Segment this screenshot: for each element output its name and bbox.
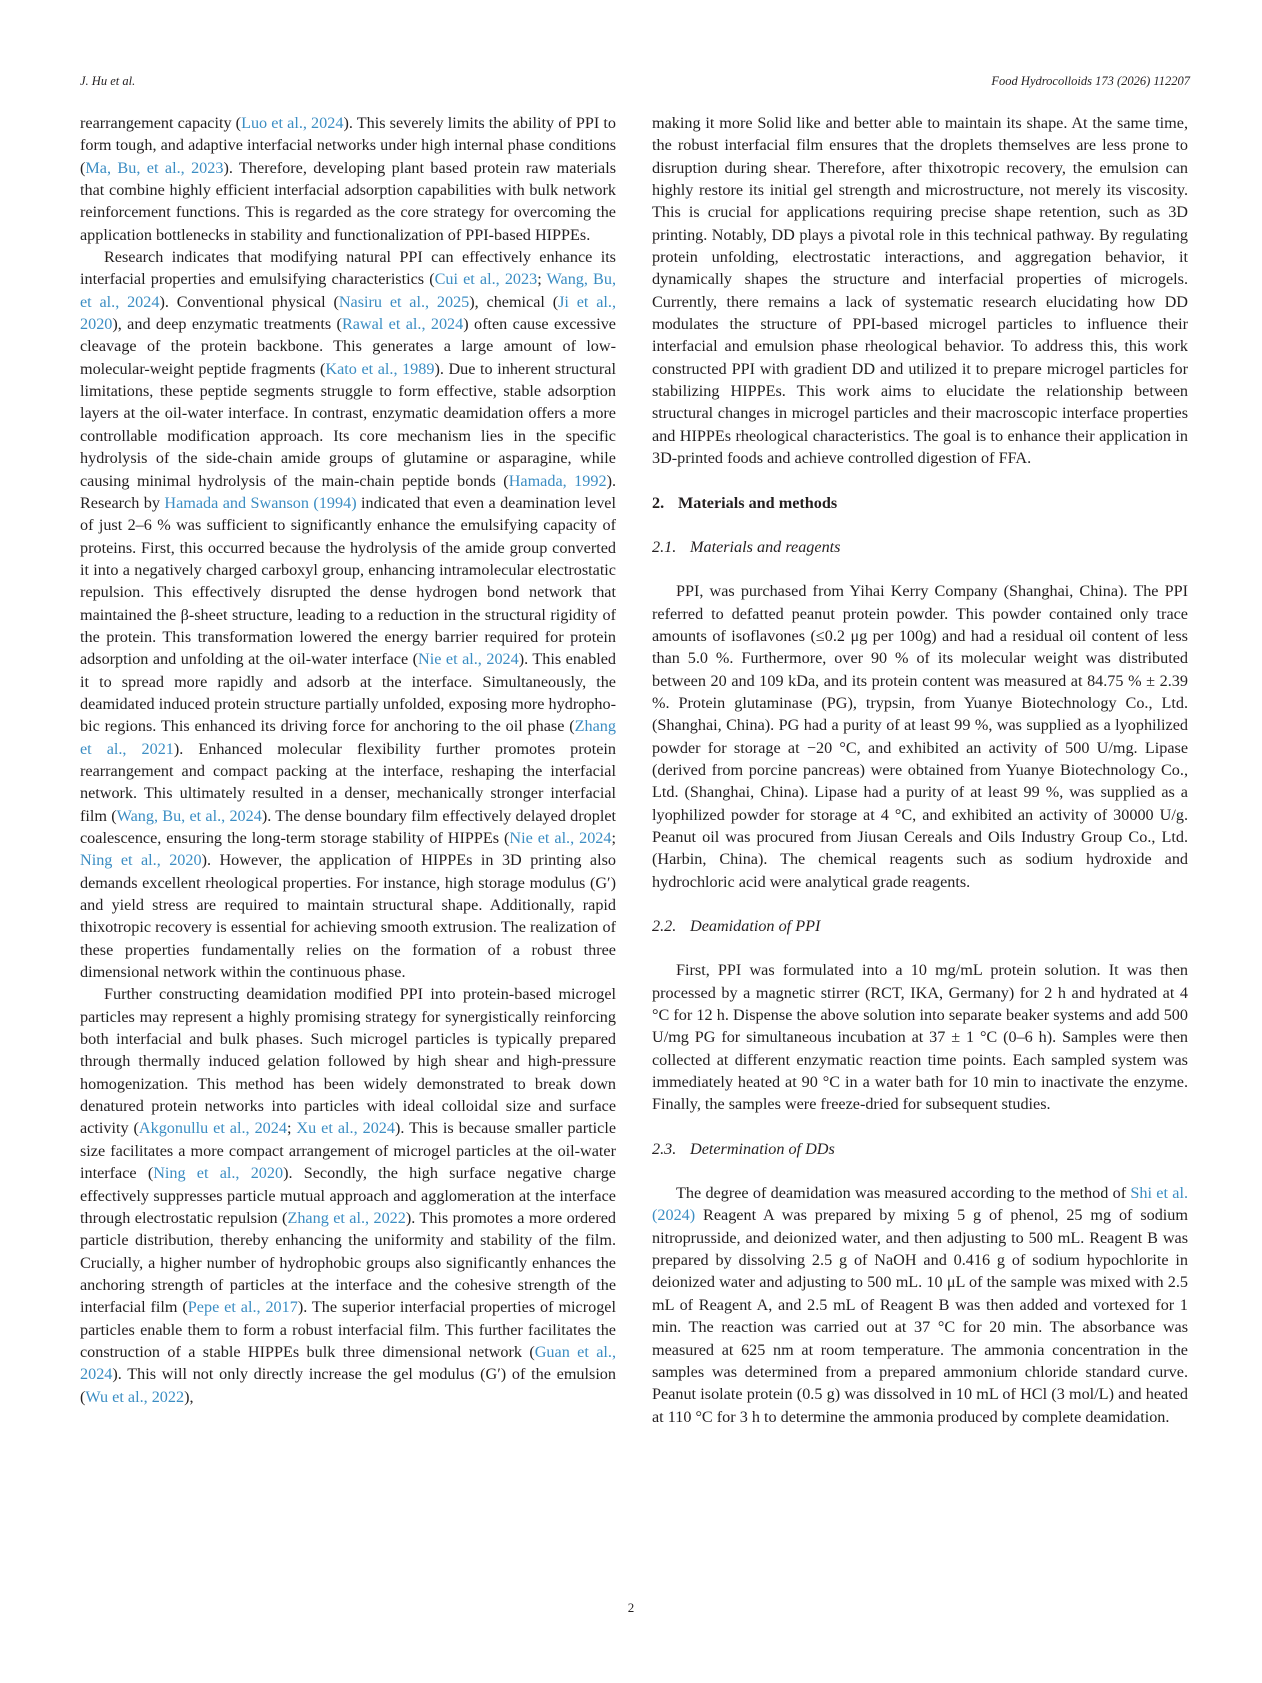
page-number: 2 (627, 1600, 635, 1615)
citation-link[interactable]: Wang, Bu, et al., 2024 (80, 270, 616, 311)
citation-link[interactable]: Luo et al., 2024 (241, 114, 344, 132)
citation-link[interactable]: Pepe et al., 2017 (187, 1298, 298, 1317)
citation-link[interactable]: Ji et al., 2020 (80, 292, 616, 334)
citation-link[interactable]: Ma, Bu, et al., 2023 (85, 158, 224, 177)
citation-link[interactable]: Nie et al., 2024 (509, 829, 612, 847)
citation-link[interactable]: Nasiru et al., 2025 (338, 292, 470, 311)
subsection-title: Deamidation of PPI (690, 917, 821, 935)
citation-link[interactable]: Rawal et al., 2024 (341, 315, 464, 334)
citation-link[interactable]: Wang, Bu, et al., 2024 (116, 806, 262, 825)
running-head-authors: J. Hu et al. (80, 74, 136, 88)
citation-link[interactable]: Hamada and Swanson (1994) (164, 493, 357, 512)
section-heading (652, 492, 1188, 514)
paragraph: rearrangement capacity (Luo et al., 2024). This severely limits the ability of PPI to form tough, and adaptive interfacial networks under high internal phase conditions (Ma, Bu, et al., 2023). Therefore, developing plant based protein raw materials that combine highly efficient interfacial adsorption capabilities with bulk network reinforcement functions. This is regarded as the core strategy for overcoming the application bottlenecks in stability and functionalization of PPI-based HIPPEs. (80, 114, 616, 244)
citation-link[interactable]: Wu et al., 2022 (85, 1387, 185, 1406)
right-column (652, 112, 1188, 1428)
paragraph: PPI, was purchased from Yihai Kerry Company (Shanghai, China). The PPI referred to defatted peanut protein powder. This powder contained only trace amounts of isoflavones (≤0.2 μg per 100g) and had a residual oil content of less than 5.0 %. Furthermore, over 90 % of its molecular weight was distributed between 20 and 109 kDa, and its protein content was measured at 84.75 % ± 2.39 %. Protein glutaminase (PG), trypsin, from Yuanye Biotechnology Co., Ltd. (Shanghai, China). PG had a purity of at least 99 %, was supplied as a lyophilized powder for storage at −20 °C, and exhibited an activity of 500 U/mg. Lipase (derived from porcine pancreas) were obtained from Yuanye Biotechnology Co., Ltd. (Shanghai, China). Lipase had a purity of at least 99 %, was supplied as a lyophilized powder for storage at 4 °C, and exhibited an activity of 30000 U/g. Peanut oil was procured from Jiusan Cereals and Oils Industry Group Co., Ltd. (Harbin, China). The chemical reagents such as sodium hydroxide and hydrochloric acid were analytical grade reagents. (652, 582, 1188, 891)
citation-link[interactable]: Nie et al., 2024 (418, 650, 519, 669)
subsection-number: 2.3. (652, 1139, 677, 1158)
subsection-title: Determination of DDs (690, 1139, 835, 1158)
subsection-heading (652, 536, 1188, 558)
paragraph: Further constructing deamidation modified PPI into protein-based microgel particles may represent a highly promising strategy for synergistically reinforcing both interfacial and bulk phases. Such microgel particles is typically prepared through thermally induced gelation followed by high shear and high-pressure homogenization. This method has been widely demonstrated to break down denatured protein networks into particles with ideal colloidal size and surface activity (Akgonullu et al., 2024; Xu et al., 2024). This is because smaller particle size facilitates a more compact arrangement of microgel particles at the oil-water interface (Ning et al., 2020). Secondly, the high surface negative charge effectively suppresses particle mutual approach and agglomeration at the interface through electrostatic repulsion (Zhang et al., 2022). This promotes a more ordered particle distribution, thereby enhancing the uniformity and stability of the film. Crucially, a higher number of hydrophobic groups also significantly enhances the anchoring strength of particles at the interface and the cohesive strength of the interfacial film (Pepe et al., 2017). The superior interfacial properties of microgel particles enable them to form a robust interfacial film. This further facilitates the construction of a stable HIPPEs bulk three dimensional network (Guan et al., 2024). This will not only directly increase the gel modulus (G′) of the emulsion (Wu et al., 2022), (80, 985, 617, 1406)
running-head-journal: Food Hydrocolloids 173 (2026) 112207 (991, 74, 1190, 88)
paragraph: The degree of deamidation was measured according to the method of Shi et al. (2024) Reagent A was prepared by mixing 5 g of phenol, 25 mg of sodium nitroprusside, and deionized water, and then adjusting to 500 mL. Reagent B was prepared by dissolving 2.5 g of NaOH and 0.416 g of sodium hypochlorite in deionized water and adjusting to 500 mL. 10 μL of the sample was mixed with 2.5 mL of Reagent A, and 2.5 mL of Reagent B was then added and vortexed for 1 min. The reaction was carried out at 37 °C for 20 min. The absorbance was measured at 625 nm at room temperature. The ammonia concentration in the samples was determined from a prepared ammonium chloride standard curve. Peanut isolate protein (0.5 g) was dissolved in 10 mL of HCl (3 mol/L) and heated at 110 °C for 3 h to determine the ammonia produced by complete deamidation. (652, 1184, 1188, 1426)
section-number: 2. (652, 493, 665, 512)
citation-link[interactable]: Ning et al., 2020 (80, 851, 202, 870)
subsection-heading (652, 915, 1188, 937)
citation-link[interactable]: Cui et al., 2023 (434, 270, 538, 289)
citation-link[interactable]: Kato et al., 1989 (325, 359, 435, 378)
left-column (80, 112, 616, 1408)
section-title: Materials and methods (678, 493, 838, 512)
citation-link[interactable]: Ning et al., 2020 (153, 1164, 284, 1183)
citation-link[interactable]: Zhang et al., 2021 (80, 717, 616, 758)
subsection-number: 2.1. (652, 537, 677, 556)
citation-link[interactable]: Shi et al. (2024) (652, 1184, 1188, 1225)
subsection-title: Materials and reagents (690, 537, 841, 556)
subsection-heading (652, 1138, 1188, 1160)
paragraph: Research indicates that modifying natural PPI can effectively enhance its interfacial properties and emulsifying characteristics (Cui et al., 2023; Wang, Bu, et al., 2024). Conventional physical (Nasiru et al., 2025), chemical (Ji et al., 2020), and deep enzymatic treatments (Rawal et al., 2024) often cause excessive cleavage of the protein backbone. This generates a large amount of low-molecular-weight peptide fragments (Kato et al., 1989). Due to inherent structural limitations, these peptide segments struggle to form effective, stable adsorption layers at the oil-water interface. In contrast, enzymatic deamidation offers a more controllable modification approach. Its core mechanism lies in the specific hydrolysis of the side-chain amide groups of glutamine or asparagine, while causing minimal hydrolysis of the main-chain peptide bonds (Hamada, 1992). Research by Hamada and Swanson (1994) indicated that even a deamination level of just 2–6 % was sufficient to significantly enhance the emulsifying capacity of proteins. First, this occurred because the hydrolysis of the amide group converted it into a negatively charged carboxyl group, enhancing intramolecular electrostatic repulsion. This effectively disrupted the dense hydrogen bond network that maintained the β-sheet structure, leading to a reduction in the structural rigidity of the protein. This transformation lowered the energy barrier required for protein adsorption and unfolding at the oil-water interface (Nie et al., 2024). This enabled it to spread more rapidly and adsorb at the interface. Simultaneously, the deamidated induced protein structure partially unfolded, exposing more hydrophobic regions. This enhanced its driving force for anchoring to the oil phase (Zhang et al., 2021). Enhanced molecular flexibility further promotes protein rearrangement and compact packing at the interface, reshaping the interfacial network. This ultimately resulted in a denser, mechanically stronger interfacial film (Wang, Bu, et al., 2024). The dense boundary film effectively delayed droplet coalescence, ensuring the long-term storage stability of HIPPEs (Nie et al., 2024; Ning et al., 2020). However, the application of HIPPEs in 3D printing also demands excellent rheological properties. For instance, high storage modulus (G′) and yield stress are required to maintain structural shape. Additionally, rapid thixotropic recovery is essential for achieving smooth extrusion. The realization of these properties fundamentally relies on the formation of a robust three dimensional network within the continuous phase. (80, 248, 616, 982)
paragraph: First, PPI was formulated into a 10 mg/mL protein solution. It was then processed by a magnetic stirrer (RCT, IKA, Germany) for 2 h and hydrated at 4 °C for 12 h. Dispense the above solution into separate beaker systems and add 500 U/mg PG for simultaneous incubation at 37 ± 1 °C (0–6 h). Samples were then collected at different enzymatic reaction time points. Each sampled system was immediately heated at 90 °C in a water bath for 10 min to inactivate the enzyme. Finally, the samples were freeze-dried for subsequent studies. (652, 961, 1188, 1114)
citation-link[interactable]: Zhang et al., 2022 (287, 1208, 406, 1227)
subsection-number: 2.2. (652, 917, 677, 935)
citation-link[interactable]: Akgonullu et al., 2024 (138, 1119, 287, 1138)
paragraph: making it more Solid like and better able to maintain its shape. At the same time, the robust interfacial film ensures that the droplets themselves are less prone to disruption during shear. Therefore, after thixotropic recovery, the emulsion can highly restore its initial gel strength and microstructure, not merely its viscosity. This is crucial for applications requiring precise shape retention, such as 3D printing. Notably, DD plays a pivotal role in this technical pathway. By regulating protein unfolding, electrostatic interactions, and aggregation behavior, it dynamically shapes the structure and interfacial properties of microgels. Currently, there remains a lack of systematic research elucidating how DD modulates the structure of PPI-based microgel particles to influence their interfacial and emulsion phase rheological behavior. To address this, this work constructed PPI with gradient DD and utilized it to prepare microgel particles for stabilizing HIPPEs. This work aims to elucidate the relationship between structural changes in microgel particles and their macroscopic interface properties and HIPPEs rheological characteristics. The goal is to enhance their application in 3D-printed foods and achieve controlled digestion of FFA. (652, 114, 1188, 468)
citation-link[interactable]: Guan et al., 2024 (80, 1342, 616, 1384)
citation-link[interactable]: Hamada, 1992 (508, 471, 607, 490)
citation-link[interactable]: Xu et al., 2024 (296, 1119, 395, 1138)
